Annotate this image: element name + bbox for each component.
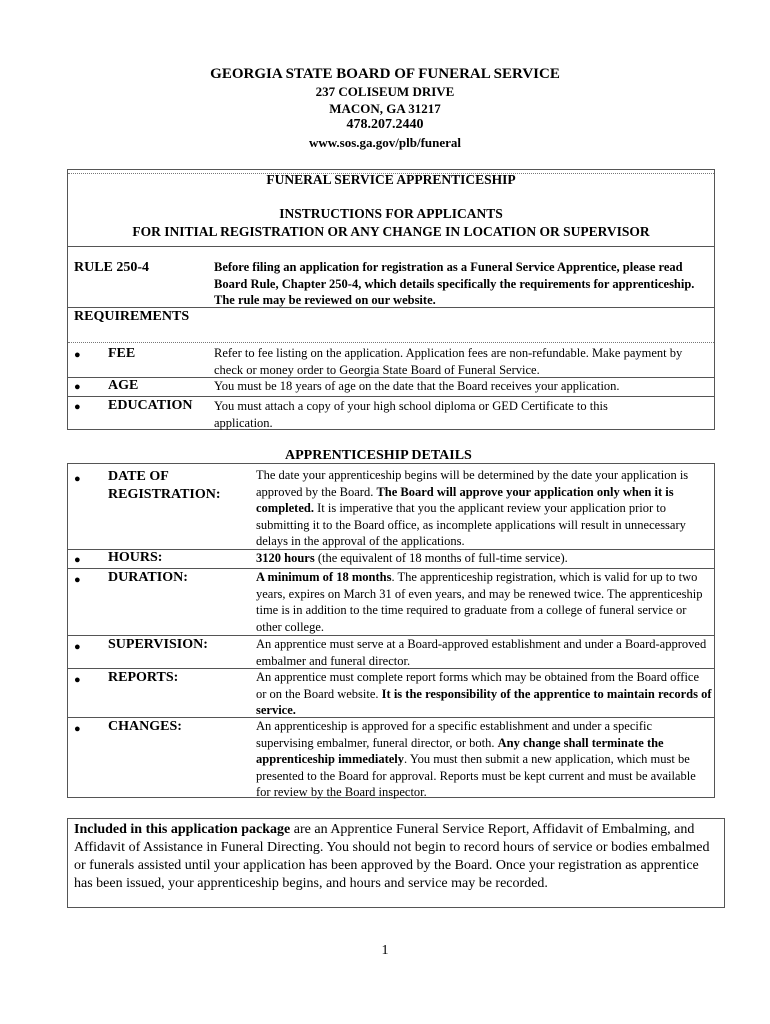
bullet: ● (74, 349, 81, 361)
package-box (67, 818, 725, 908)
changes-label: CHANGES: (108, 719, 182, 734)
package-lead: Included in this application package (74, 822, 291, 837)
street-address: 237 COLISEUM DRIVE (315, 84, 455, 99)
divider (68, 396, 714, 397)
changes-text-c: . You must then submit a new application, which must be presented to the Board for approval. Reports must be kept current and must be available for review by the Board inspector. (256, 752, 696, 799)
date-label-line1: DATE OF (108, 469, 169, 484)
age-text: You must be 18 years of age on the date that the Board receives your application. (214, 379, 620, 393)
bullet: ● (74, 473, 81, 485)
duration-text (256, 569, 712, 635)
reports-label: REPORTS: (108, 670, 179, 685)
divider (68, 246, 714, 247)
city-address: MACON, GA 31217 (329, 101, 441, 116)
rule-label: RULE 250-4 (74, 260, 150, 275)
reports-text-a: An apprentice must complete report forms which may be obtained from the Board office or on the Board website. (256, 670, 700, 701)
fee-label: FEE (108, 346, 136, 361)
instructions-box (67, 169, 715, 430)
details-box (67, 463, 715, 798)
fee-text: Refer to fee listing on the application. Application fees are non-refundable. Make payment by check or money order to Georgia State Board of Funeral Service. (214, 346, 683, 377)
phone-number: 478.207.2440 (346, 117, 424, 132)
date-label-line2: REGISTRATION: (108, 487, 221, 502)
registration-subtitle: FOR INITIAL REGISTRATION OR ANY CHANGE IN LOCATION OR SUPERVISOR (132, 224, 650, 239)
bullet: ● (74, 554, 81, 566)
hours-label: HOURS: (108, 550, 163, 565)
hours-text (256, 550, 712, 567)
date-text-a: The date your apprenticeship begins will be determined by the date your application is approved by the Board. (256, 468, 689, 499)
requirements-label: REQUIREMENTS (74, 309, 190, 324)
reports-text (256, 669, 712, 719)
instructions-subtitle: INSTRUCTIONS FOR APPLICANTS (279, 206, 503, 221)
changes-text (256, 718, 712, 801)
duration-label: DURATION: (108, 570, 188, 585)
page-number: 1 (381, 943, 389, 958)
education-text: You must attach a copy of your high school diploma or GED Certificate to this application. (214, 399, 608, 430)
apprenticeship-title: FUNERAL SERVICE APPRENTICESHIP (266, 172, 516, 187)
board-title: GEORGIA STATE BOARD OF FUNERAL SERVICE (210, 66, 560, 82)
date-text-emphasis: The Board will approve your application only when it is completed. (256, 484, 674, 515)
supervision-text: An apprentice must serve at a Board-approved establishment and under a Board-approved embalmer and funeral director. (256, 637, 707, 668)
package-text: are an Apprentice Funeral Service Report, Affidavit of Embalming, and Affidavit of Assistance in Funeral Directing. You should not begin to record hours of service or bodies embalmed or funerals assisted until your application has been approved by the Board. Once your registration as apprentice has been issued, your apprenticeship begins, and hours and service may be recorded. (74, 822, 710, 891)
education-label: EDUCATION (108, 398, 193, 413)
details-heading: APPRENTICESHIP DETAILS (285, 448, 472, 463)
website-link[interactable]: www.sos.ga.gov/plb/funeral (308, 135, 462, 150)
bullet: ● (74, 574, 81, 586)
bullet: ● (74, 381, 81, 393)
date-text (256, 467, 712, 550)
age-label: AGE (108, 378, 139, 393)
supervision-label: SUPERVISION: (108, 637, 208, 652)
hours-text-emphasis: 3120 hours (256, 551, 315, 565)
duration-text-b: . The apprenticeship registration, which is valid for up to two years, expires on March 31 of even years, and may be renewed twice. The apprenticeship time is in addition to the time required to graduate from a college of funeral service or other college. (256, 570, 703, 634)
divider (68, 342, 714, 343)
duration-text-emphasis: A minimum of 18 months (256, 570, 392, 584)
hours-text-b: (the equivalent of 18 months of full-time service). (314, 551, 568, 565)
divider (68, 307, 714, 308)
bullet: ● (74, 401, 81, 413)
bullet: ● (74, 674, 81, 686)
bullet: ● (74, 641, 81, 653)
changes-text-a: An apprenticeship is approved for a specific establishment and under a specific supervising embalmer, funeral director, or both. (256, 719, 653, 750)
date-text-c: It is imperative that you the applicant review your application prior to submitting it to the Board office, as incomplete applications will result in unnecessary delays in the approval of the applications. (256, 501, 686, 548)
rule-text: Before filing an application for registration as a Funeral Service Apprentice, please read Board Rule, Chapter 250-4, which details specifically the requirements for apprenticeship. The rule may be reviewed on our website. (214, 260, 695, 307)
bullet: ● (74, 723, 81, 735)
reports-text-emphasis: It is the responsibility of the apprentice to maintain records of service. (256, 686, 712, 717)
changes-text-emphasis: Any change shall terminate the apprenticeship immediately (256, 735, 664, 766)
